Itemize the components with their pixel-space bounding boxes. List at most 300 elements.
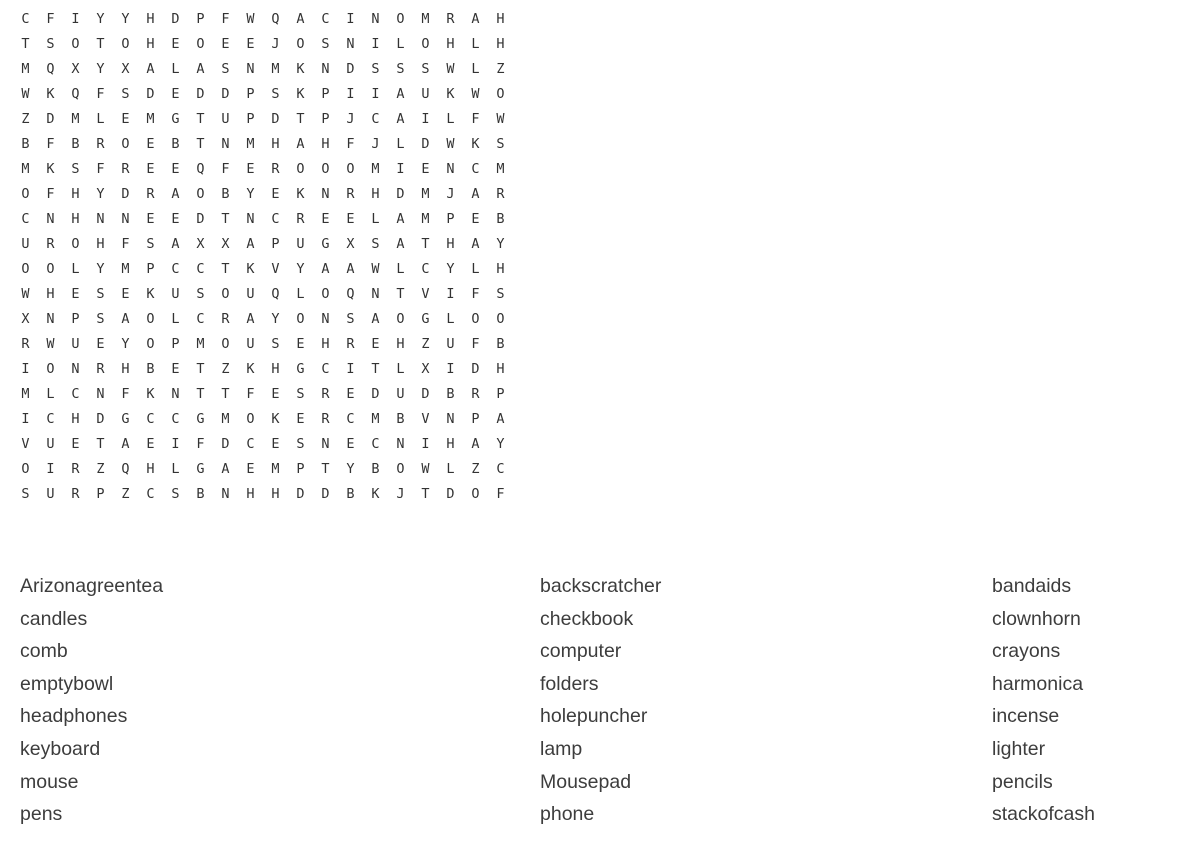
grid-letter: E — [121, 286, 130, 302]
grid-letter: S — [421, 61, 430, 77]
grid-letter: A — [121, 436, 130, 452]
grid-letter: L — [296, 286, 305, 302]
grid-letter: T — [221, 211, 230, 227]
grid-letter: A — [371, 311, 380, 327]
grid-letter: T — [196, 111, 205, 127]
grid-letter: O — [421, 36, 430, 52]
grid-letter: A — [221, 461, 230, 477]
grid-letter: R — [346, 336, 355, 352]
grid-letter: A — [171, 186, 180, 202]
grid-letter: M — [371, 161, 380, 177]
grid-letter: T — [371, 361, 380, 377]
grid-letter: Q — [46, 61, 55, 77]
grid-letter: E — [271, 436, 280, 452]
grid-letter: O — [121, 136, 130, 152]
grid-letter: G — [421, 311, 430, 327]
grid-letter: L — [446, 311, 455, 327]
grid-letter: A — [471, 186, 480, 202]
grid-letter: D — [471, 361, 480, 377]
grid-letter: Y — [496, 436, 505, 452]
grid-letter: O — [196, 36, 205, 52]
grid-letter: C — [146, 411, 155, 427]
grid-letter: P — [271, 236, 280, 252]
grid-letter: P — [246, 111, 255, 127]
grid-letter: M — [21, 386, 30, 402]
grid-letter: I — [446, 361, 455, 377]
grid-letter: L — [396, 261, 405, 277]
grid-letter: A — [396, 86, 405, 102]
grid-letter: Q — [271, 11, 280, 27]
grid-letter: I — [346, 361, 355, 377]
grid-letter: L — [446, 461, 455, 477]
grid-letter: I — [396, 161, 405, 177]
grid-row — [13, 57, 518, 82]
grid-letter: E — [346, 436, 355, 452]
grid-letter: U — [21, 236, 30, 252]
grid-row — [13, 432, 518, 457]
grid-letter: I — [171, 436, 180, 452]
word-item: pencils — [992, 770, 1053, 793]
grid-letter: R — [471, 386, 480, 402]
grid-letter: Z — [496, 61, 505, 77]
grid-letter: S — [296, 386, 305, 402]
grid-letter: A — [396, 211, 405, 227]
grid-letter: V — [21, 436, 30, 452]
grid-letter: K — [296, 186, 305, 202]
grid-letter: L — [171, 311, 180, 327]
grid-letter: H — [396, 336, 405, 352]
grid-letter: S — [121, 86, 130, 102]
grid-letter: M — [496, 161, 505, 177]
grid-letter: B — [396, 411, 405, 427]
grid-letter: B — [221, 186, 230, 202]
grid-letter: A — [296, 136, 305, 152]
grid-letter: H — [496, 36, 505, 52]
grid-letter: S — [96, 286, 105, 302]
grid-letter: D — [146, 86, 155, 102]
grid-row — [13, 282, 518, 307]
grid-letter: U — [221, 111, 230, 127]
grid-letter: E — [371, 336, 380, 352]
grid-letter: E — [271, 386, 280, 402]
grid-letter: M — [421, 11, 430, 27]
grid-letter: V — [421, 411, 430, 427]
grid-row — [13, 232, 518, 257]
grid-letter: S — [271, 336, 280, 352]
grid-letter: C — [321, 361, 330, 377]
grid-letter: I — [346, 86, 355, 102]
grid-letter: N — [71, 361, 80, 377]
grid-letter: D — [421, 136, 430, 152]
grid-letter: C — [171, 411, 180, 427]
grid-letter: E — [146, 136, 155, 152]
grid-letter: M — [121, 261, 130, 277]
grid-letter: E — [246, 36, 255, 52]
grid-letter: Y — [96, 11, 105, 27]
grid-letter: N — [396, 436, 405, 452]
grid-letter: L — [46, 386, 55, 402]
grid-letter: C — [196, 261, 205, 277]
grid-letter: S — [346, 311, 355, 327]
grid-letter: Y — [496, 236, 505, 252]
grid-letter: C — [321, 11, 330, 27]
grid-letter: K — [146, 286, 155, 302]
grid-letter: K — [446, 86, 455, 102]
grid-letter: I — [371, 86, 380, 102]
grid-letter: E — [171, 36, 180, 52]
grid-letter: O — [121, 36, 130, 52]
grid-letter: G — [171, 111, 180, 127]
grid-letter: I — [21, 361, 30, 377]
grid-letter: O — [71, 36, 80, 52]
grid-letter: S — [496, 286, 505, 302]
grid-letter: T — [96, 36, 105, 52]
grid-letter: V — [271, 261, 280, 277]
grid-letter: I — [371, 36, 380, 52]
grid-letter: B — [196, 486, 205, 502]
word-item: headphones — [20, 705, 128, 728]
grid-letter: G — [321, 236, 330, 252]
grid-letter: W — [246, 11, 255, 27]
grid-letter: M — [146, 111, 155, 127]
grid-letter: N — [321, 61, 330, 77]
grid-letter: Y — [446, 261, 455, 277]
grid-letter: T — [96, 436, 105, 452]
word-list-column-1 — [20, 570, 163, 831]
grid-letter: F — [471, 111, 480, 127]
grid-row — [13, 407, 518, 432]
grid-letter: P — [146, 261, 155, 277]
grid-row — [13, 182, 518, 207]
grid-letter: E — [171, 361, 180, 377]
grid-row — [13, 482, 518, 507]
grid-letter: N — [321, 186, 330, 202]
grid-letter: T — [421, 486, 430, 502]
grid-letter: O — [196, 186, 205, 202]
grid-letter: D — [96, 411, 105, 427]
grid-letter: K — [46, 86, 55, 102]
grid-letter: D — [171, 11, 180, 27]
grid-letter: B — [496, 211, 505, 227]
grid-letter: D — [271, 111, 280, 127]
grid-letter: T — [296, 111, 305, 127]
word-item: comb — [20, 640, 68, 663]
grid-letter: S — [96, 311, 105, 327]
grid-letter: H — [146, 461, 155, 477]
grid-letter: D — [221, 436, 230, 452]
grid-letter: O — [71, 236, 80, 252]
grid-letter: L — [71, 261, 80, 277]
grid-letter: D — [371, 386, 380, 402]
grid-letter: O — [321, 286, 330, 302]
grid-letter: S — [371, 236, 380, 252]
grid-row — [13, 82, 518, 107]
grid-letter: O — [146, 336, 155, 352]
grid-letter: Z — [121, 486, 130, 502]
grid-letter: I — [21, 411, 30, 427]
grid-letter: B — [21, 136, 30, 152]
grid-letter: P — [321, 86, 330, 102]
grid-letter: A — [496, 411, 505, 427]
word-item: candles — [20, 607, 88, 630]
grid-letter: O — [496, 86, 505, 102]
grid-letter: A — [121, 311, 130, 327]
grid-letter: S — [271, 86, 280, 102]
grid-letter: O — [246, 411, 255, 427]
grid-letter: E — [246, 161, 255, 177]
grid-letter: Z — [421, 336, 430, 352]
grid-letter: C — [196, 311, 205, 327]
grid-letter: W — [446, 61, 455, 77]
grid-letter: A — [396, 111, 405, 127]
grid-letter: Y — [121, 336, 130, 352]
grid-letter: J — [371, 136, 380, 152]
grid-letter: P — [196, 11, 205, 27]
grid-letter: Z — [221, 361, 230, 377]
grid-letter: N — [171, 386, 180, 402]
word-item: incense — [992, 705, 1060, 728]
grid-letter: H — [371, 186, 380, 202]
word-item: stackofcash — [992, 803, 1095, 826]
grid-letter: S — [21, 486, 30, 502]
grid-letter: K — [246, 361, 255, 377]
grid-letter: E — [421, 161, 430, 177]
grid-letter: N — [221, 486, 230, 502]
grid-letter: I — [346, 11, 355, 27]
grid-letter: A — [171, 236, 180, 252]
grid-letter: N — [246, 211, 255, 227]
grid-row — [13, 157, 518, 182]
grid-letter: Y — [271, 311, 280, 327]
grid-letter: D — [196, 86, 205, 102]
grid-letter: X — [196, 236, 205, 252]
grid-letter: U — [246, 336, 255, 352]
grid-letter: O — [21, 261, 30, 277]
grid-letter: F — [46, 186, 55, 202]
grid-letter: W — [46, 336, 55, 352]
grid-letter: I — [421, 436, 430, 452]
grid-letter: E — [321, 211, 330, 227]
word-item: Arizonagreentea — [20, 575, 164, 597]
grid-letter: N — [46, 211, 55, 227]
grid-letter: C — [371, 111, 380, 127]
grid-letter: P — [446, 211, 455, 227]
grid-letter: M — [421, 186, 430, 202]
grid-letter: T — [21, 36, 30, 52]
grid-letter: R — [21, 336, 30, 352]
grid-letter: S — [146, 236, 155, 252]
grid-letter: L — [171, 461, 180, 477]
word-item: clownhorn — [992, 607, 1081, 630]
grid-letter: X — [71, 61, 80, 77]
grid-letter: G — [196, 461, 205, 477]
grid-letter: L — [471, 261, 480, 277]
grid-letter: P — [296, 461, 305, 477]
grid-letter: Z — [471, 461, 480, 477]
grid-letter: O — [346, 161, 355, 177]
grid-letter: B — [146, 361, 155, 377]
grid-letter: O — [296, 161, 305, 177]
grid-letter: T — [221, 261, 230, 277]
grid-letter: S — [196, 286, 205, 302]
grid-row — [13, 257, 518, 282]
word-list-column-2 — [540, 570, 661, 831]
grid-letter: D — [121, 186, 130, 202]
grid-letter: L — [96, 111, 105, 127]
grid-letter: H — [146, 11, 155, 27]
grid-letter: L — [371, 211, 380, 227]
grid-letter: M — [221, 411, 230, 427]
grid-letter: D — [321, 486, 330, 502]
grid-letter: H — [246, 486, 255, 502]
grid-letter: N — [371, 286, 380, 302]
grid-letter: T — [196, 361, 205, 377]
grid-letter: H — [446, 36, 455, 52]
grid-letter: H — [96, 236, 105, 252]
grid-letter: W — [471, 86, 480, 102]
grid-letter: U — [46, 486, 55, 502]
grid-letter: N — [321, 311, 330, 327]
grid-letter: H — [146, 36, 155, 52]
grid-letter: S — [371, 61, 380, 77]
grid-letter: R — [446, 11, 455, 27]
word-item: computer — [540, 640, 622, 663]
grid-letter: E — [71, 286, 80, 302]
grid-letter: R — [296, 211, 305, 227]
grid-letter: G — [196, 411, 205, 427]
grid-letter: H — [446, 236, 455, 252]
grid-letter: R — [46, 236, 55, 252]
grid-letter: T — [321, 461, 330, 477]
word-item: phone — [540, 803, 595, 826]
grid-letter: R — [96, 361, 105, 377]
grid-row — [13, 382, 518, 407]
word-item: crayons — [992, 640, 1061, 663]
grid-letter: F — [471, 336, 480, 352]
grid-letter: C — [71, 386, 80, 402]
grid-letter: D — [346, 61, 355, 77]
grid-letter: A — [246, 311, 255, 327]
grid-letter: C — [421, 261, 430, 277]
grid-row — [13, 107, 518, 132]
grid-letter: S — [71, 161, 80, 177]
grid-letter: W — [446, 136, 455, 152]
grid-letter: A — [471, 236, 480, 252]
grid-letter: T — [221, 386, 230, 402]
word-list-column-3 — [992, 570, 1095, 831]
grid-letter: U — [446, 336, 455, 352]
grid-letter: M — [21, 161, 30, 177]
grid-letter: X — [121, 61, 130, 77]
grid-letter: C — [371, 436, 380, 452]
grid-letter: L — [396, 36, 405, 52]
grid-letter: H — [496, 11, 505, 27]
grid-letter: E — [71, 436, 80, 452]
grid-letter: X — [21, 311, 30, 327]
grid-letter: P — [496, 386, 505, 402]
grid-letter: N — [221, 136, 230, 152]
grid-letter: K — [246, 261, 255, 277]
grid-letter: A — [296, 11, 305, 27]
grid-letter: B — [446, 386, 455, 402]
grid-letter: A — [396, 236, 405, 252]
grid-letter: H — [71, 211, 80, 227]
grid-letter: J — [446, 186, 455, 202]
grid-letter: V — [421, 286, 430, 302]
grid-letter: F — [246, 386, 255, 402]
grid-letter: Q — [346, 286, 355, 302]
grid-letter: E — [221, 36, 230, 52]
grid-letter: Q — [71, 86, 80, 102]
word-item: folders — [540, 672, 599, 695]
grid-letter: M — [246, 136, 255, 152]
grid-letter: G — [121, 411, 130, 427]
grid-letter: X — [221, 236, 230, 252]
grid-letter: D — [46, 111, 55, 127]
grid-letter: D — [396, 186, 405, 202]
grid-letter: E — [296, 411, 305, 427]
word-item: Mousepad — [540, 770, 632, 793]
grid-letter: E — [246, 461, 255, 477]
word-item: holepuncher — [540, 705, 648, 728]
grid-letter: O — [396, 11, 405, 27]
grid-letter: W — [21, 86, 30, 102]
grid-letter: C — [471, 161, 480, 177]
grid-letter: F — [121, 386, 130, 402]
grid-letter: N — [46, 311, 55, 327]
grid-letter: P — [321, 111, 330, 127]
word-item: checkbook — [540, 607, 634, 630]
word-item: harmonica — [992, 672, 1084, 695]
word-item: lighter — [992, 737, 1046, 760]
grid-letter: G — [296, 361, 305, 377]
grid-letter: O — [146, 311, 155, 327]
grid-letter: E — [271, 186, 280, 202]
grid-row — [13, 132, 518, 157]
grid-letter: N — [96, 211, 105, 227]
grid-letter: B — [346, 486, 355, 502]
grid-letter: J — [346, 111, 355, 127]
word-item: lamp — [540, 737, 583, 760]
grid-letter: H — [496, 361, 505, 377]
grid-letter: A — [196, 61, 205, 77]
grid-letter: O — [46, 261, 55, 277]
grid-letter: J — [271, 36, 280, 52]
grid-letter: E — [146, 211, 155, 227]
grid-letter: N — [121, 211, 130, 227]
grid-letter: K — [371, 486, 380, 502]
grid-letter: R — [321, 386, 330, 402]
grid-letter: H — [121, 361, 130, 377]
grid-letter: U — [71, 336, 80, 352]
grid-letter: F — [196, 436, 205, 452]
grid-letter: H — [71, 186, 80, 202]
grid-letter: S — [296, 436, 305, 452]
grid-letter: M — [21, 61, 30, 77]
grid-letter: F — [221, 11, 230, 27]
grid-letter: C — [146, 486, 155, 502]
grid-letter: A — [146, 61, 155, 77]
grid-letter: N — [246, 61, 255, 77]
grid-letter: L — [396, 136, 405, 152]
grid-letter: P — [171, 336, 180, 352]
grid-letter: Z — [96, 461, 105, 477]
grid-row — [13, 357, 518, 382]
grid-letter: C — [496, 461, 505, 477]
grid-letter: E — [146, 161, 155, 177]
grid-letter: N — [446, 161, 455, 177]
grid-letter: U — [246, 286, 255, 302]
